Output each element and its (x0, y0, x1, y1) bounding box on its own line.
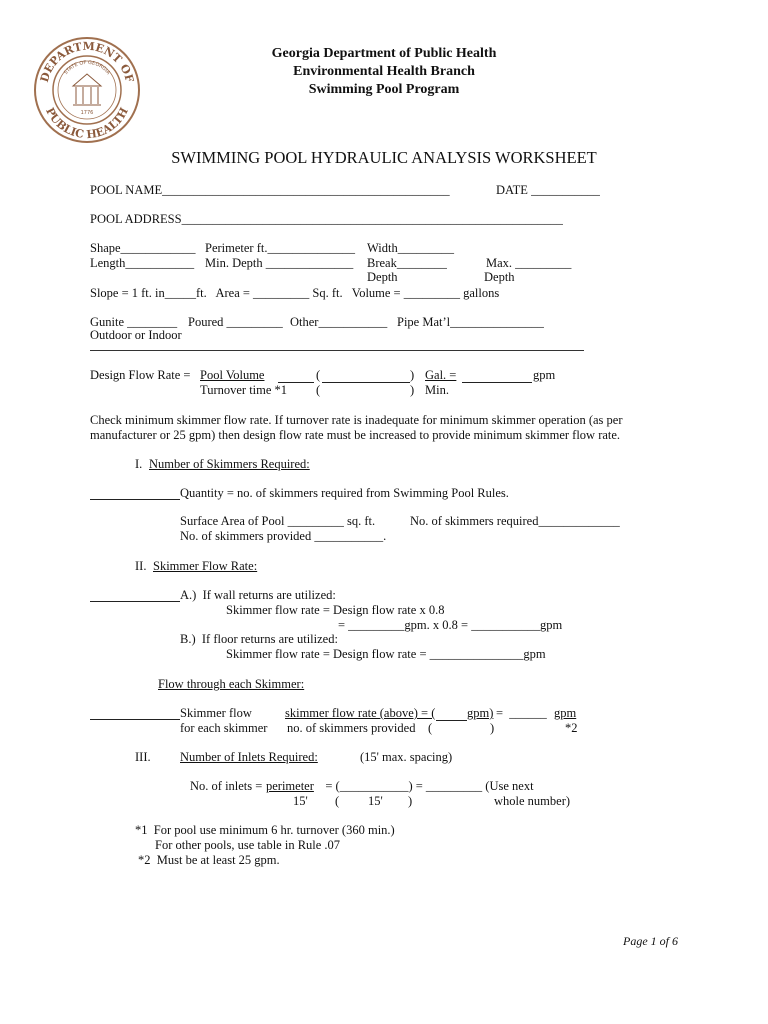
seal-year: 1776 (80, 110, 94, 116)
inlets-label: No. of inlets = (190, 779, 266, 793)
footnote-2: *2 Must be at least 25 gpm. (138, 853, 280, 867)
footnote-1: *1 For pool use minimum 6 hr. turnover (360 min.) (135, 823, 395, 837)
turnover-paren-close: ) (410, 383, 415, 397)
turnover-label: Turnover time *1 (200, 383, 288, 397)
footnote-1-continued: For other pools, use table in Rule .07 (155, 838, 341, 852)
section-3-title: Number of Inlets Required: (180, 750, 318, 764)
volume-paren-open: ( (316, 368, 321, 382)
whole-number-note: whole number) (494, 794, 571, 808)
volume-paren-close: ) (410, 368, 415, 382)
pipe-material-field[interactable]: Pipe Mat’l_______________ (397, 315, 544, 329)
poured-field[interactable]: Poured _________ (188, 315, 283, 329)
max-depth-label: Depth (484, 270, 515, 284)
seal-inner-text: STATE OF GEORGIA (62, 59, 112, 76)
header-program: Swimming Pool Program (308, 82, 460, 97)
section-1-title: Number of Skimmers Required: (149, 457, 310, 471)
flow-each-skimmer-input[interactable] (90, 719, 180, 720)
footnote-2-marker: *2 (565, 721, 578, 735)
worksheet-title: SWIMMING POOL HYDRAULIC ANALYSIS WORKSHEET (171, 148, 597, 167)
skimmer-flow-input[interactable] (90, 601, 180, 602)
pool-name-field[interactable]: POOL NAME______________________________________________ (90, 183, 450, 197)
surface-area-field[interactable]: Surface Area of Pool _________ sq. ft. (180, 514, 376, 528)
turnover-paren-open: ( (316, 383, 321, 397)
seal-top-text: DEPARTMENT OF (37, 39, 137, 84)
outdoor-indoor-label: Outdoor or Indoor (90, 328, 182, 342)
skimmer-flow-denominator-close: ) (490, 721, 495, 735)
gpm-unit: gpm (533, 368, 556, 382)
outdoor-indoor-line[interactable] (90, 350, 584, 351)
section-1-number: I. (135, 457, 143, 471)
pool-address-field[interactable]: POOL ADDRESS_____________________________________________________________ (90, 212, 563, 226)
inlets-denominator-paren-open: ( (335, 794, 340, 808)
skimmer-flow-label: Skimmer flow (180, 706, 252, 720)
inlets-calc-field[interactable]: = (___________) = _________ (Use next (316, 779, 534, 793)
width-field[interactable]: Width_________ (367, 241, 454, 255)
break-field[interactable]: Break________ (367, 256, 447, 270)
for-each-skimmer-label: for each skimmer (180, 721, 268, 735)
wall-calc-field[interactable]: = _________gpm. x 0.8 = ___________gpm (338, 618, 563, 632)
inlets-denominator: 15' (293, 794, 308, 808)
section-3-number: III. (135, 750, 151, 764)
skimmers-provided-field[interactable]: No. of skimmers provided ___________. (180, 529, 387, 543)
check-paragraph: Check minimum skimmer flow rate. If turnover rate is inadequate for minimum skimmer operation (as per manufacturer or 25 gpm) then design flow rate must be increased to provide minimum skimmer flow rate. (90, 413, 623, 442)
slope-area-volume-line[interactable]: Slope = 1 ft. in_____ft. Area = _________ Sq. ft. Volume = _________ gallons (90, 286, 500, 300)
section-2-title: Skimmer Flow Rate: (153, 559, 258, 573)
length-field[interactable]: Length___________ (90, 256, 195, 270)
skimmer-flow-denominator: no. of skimmers provided ( (287, 721, 433, 735)
volume-input[interactable] (322, 382, 410, 383)
header-agency: Georgia Department of Public Health (271, 46, 497, 61)
wall-returns-label: A.) If wall returns are utilized: (180, 588, 336, 602)
inlets-perimeter: perimeter (266, 779, 314, 793)
section-2-number: II. (135, 559, 147, 573)
skimmer-flow-numerator-input[interactable] (436, 720, 467, 721)
skimmer-flow-numerator: skimmer flow rate (above) = ( (285, 706, 436, 720)
gunite-field[interactable]: Gunite ________ (90, 315, 178, 329)
perimeter-field[interactable]: Perimeter ft.______________ (205, 241, 355, 255)
seal-bottom-text: PUBLIC HEALTH (43, 105, 131, 142)
flow-each-skimmer-title: Flow through each Skimmer: (158, 677, 305, 691)
max-spacing-note: (15' max. spacing) (360, 750, 453, 764)
quantity-text: Quantity = no. of skimmers required from Swimming Pool Rules. (180, 486, 509, 500)
quantity-input[interactable] (90, 499, 180, 500)
flow-gpm-input[interactable] (462, 382, 532, 383)
inlets-denominator-15: 15' (368, 794, 383, 808)
design-flow-label: Design Flow Rate = (90, 368, 191, 382)
break-depth-label: Depth (367, 270, 398, 284)
pool-volume-label: Pool Volume (200, 368, 265, 382)
inlets-denominator-paren-close: ) (408, 794, 413, 808)
shape-field[interactable]: Shape____________ (90, 241, 196, 255)
max-depth-field[interactable]: Max. _________ (486, 256, 572, 270)
skimmer-flow-gpm-unit: gpm (554, 706, 577, 720)
floor-formula-field[interactable]: Skimmer flow rate = Design flow rate = _______________gpm (226, 647, 546, 661)
wall-formula: Skimmer flow rate = Design flow rate x 0.8 (226, 603, 445, 617)
header-branch: Environmental Health Branch (293, 64, 475, 79)
skimmer-flow-result-field[interactable]: = ______ (496, 706, 547, 720)
floor-returns-label: B.) If floor returns are utilized: (180, 632, 338, 646)
date-field[interactable]: DATE ___________ (496, 183, 600, 197)
min-unit: Min. (425, 383, 449, 397)
gal-label: Gal. = (425, 368, 457, 382)
other-field[interactable]: Other___________ (290, 315, 388, 329)
min-depth-field[interactable]: Min. Depth ______________ (205, 256, 354, 270)
skimmers-required-field[interactable]: No. of skimmers required_____________ (410, 514, 620, 528)
page-number: Page 1 of 6 (623, 934, 678, 948)
skimmer-flow-gpm-close: gpm) (467, 706, 494, 720)
